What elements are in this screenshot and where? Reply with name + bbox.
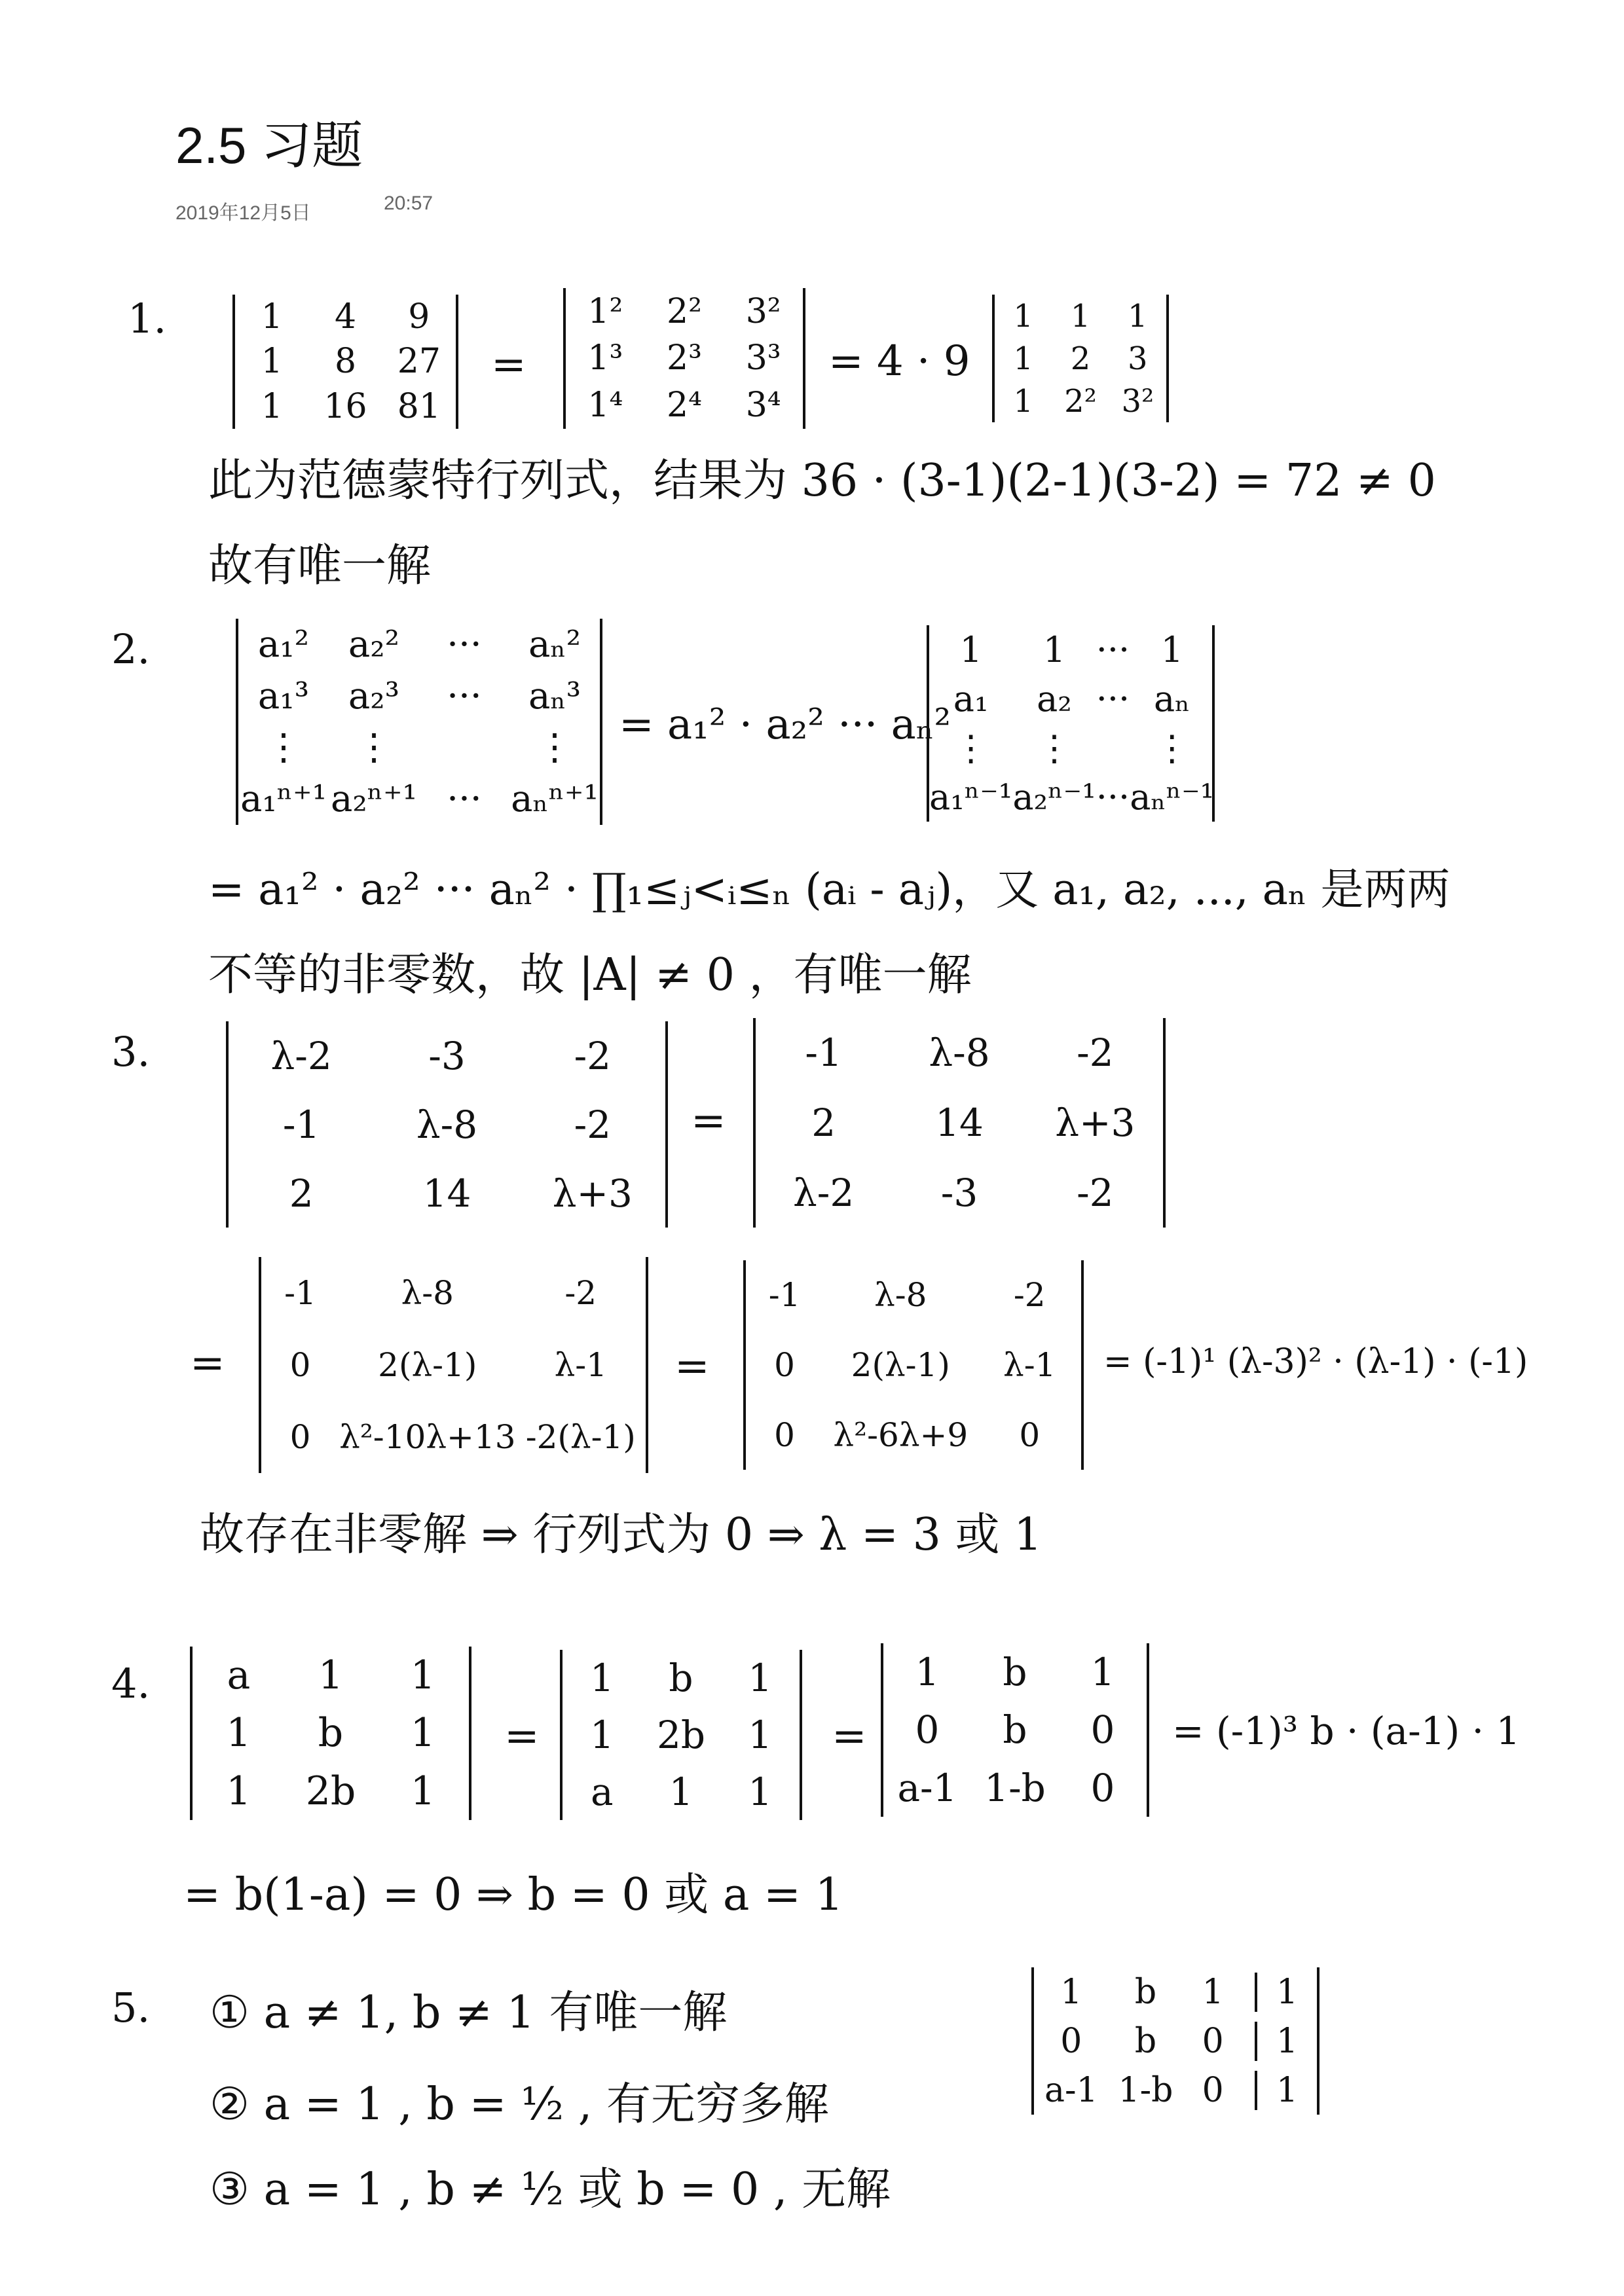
matrix-cell: a: [591, 1769, 614, 1814]
matrix-cell: b: [1134, 2021, 1157, 2061]
matrix-cell: ···: [1096, 629, 1130, 670]
matrix-cell: 2(λ-1): [851, 1345, 950, 1384]
matrix-cell: 0: [1090, 1707, 1115, 1753]
matrix-cell: 0: [289, 1346, 311, 1384]
p3-conclusion: 故存在非零解 ⇒ 行列式为 0 ⇒ λ = 3 或 1: [200, 1509, 1043, 1561]
problem-4-label: 4.: [111, 1660, 151, 1707]
matrix-cell: 2b: [656, 1712, 705, 1757]
matrix-cell: 1: [1276, 1972, 1299, 2012]
matrix-cell: λ+3: [552, 1171, 633, 1216]
matrix-cell: -2: [574, 1033, 612, 1078]
matrix-cell: 3: [1128, 340, 1148, 377]
matrix-cell: 1: [1276, 2070, 1299, 2110]
matrix-cell: λ²-10λ+13: [339, 1418, 516, 1456]
matrix-cell: -2: [1077, 1170, 1114, 1215]
matrix-cell: λ-1: [1003, 1345, 1056, 1384]
matrix-cell: 1: [959, 629, 982, 670]
matrix-cell: aₙⁿ⁻¹: [1130, 776, 1215, 818]
matrix-cell: -3: [940, 1170, 978, 1215]
p3-equals-2: =: [190, 1339, 225, 1387]
p2-conclusion-line1: = a₁² · a₂² ··· aₙ² · ∏₁≤ⱼ<ᵢ≤ₙ (aᵢ - aⱼ)，又 a₁, a₂, ..., aₙ 是两两: [208, 864, 1450, 915]
matrix-cell: ···: [1096, 678, 1130, 720]
problem-1-label: 1.: [128, 295, 167, 342]
matrix-cell: 81: [397, 386, 441, 426]
matrix-cell: 27: [397, 342, 441, 382]
p3-determinant-d: [743, 1260, 1084, 1470]
matrix-cell: aₙⁿ⁺¹: [511, 778, 599, 821]
matrix-cell: 9: [408, 297, 430, 337]
matrix-cell: -1: [768, 1276, 801, 1315]
p4-result: = (-1)³ b · (a-1) · 1: [1172, 1709, 1521, 1753]
p1-determinant-a: [232, 295, 458, 429]
matrix-cell: ···: [1096, 776, 1130, 818]
matrix-cell: a₂²: [348, 623, 400, 666]
matrix-cell: b: [1134, 1972, 1157, 2012]
matrix-cell: -1: [282, 1102, 320, 1147]
matrix-cell: 2²: [1064, 382, 1097, 420]
p3-equals-1: =: [691, 1097, 726, 1145]
matrix-cell: a₂ⁿ⁺¹: [330, 778, 418, 821]
matrix-cell: 1: [226, 1768, 251, 1814]
matrix-cell: 1: [669, 1769, 693, 1814]
matrix-cell: 8: [334, 342, 357, 382]
matrix-cell: a₁ⁿ⁺¹: [240, 778, 327, 821]
p4-determinant-c: [881, 1643, 1149, 1817]
matrix-cell: 1²: [587, 291, 623, 331]
matrix-cell: 1: [1013, 382, 1033, 420]
matrix-cell: b: [669, 1656, 693, 1701]
matrix-cell: 2: [811, 1100, 836, 1145]
matrix-cell: ···: [447, 778, 482, 821]
p4-determinant-a: [190, 1647, 471, 1820]
matrix-cell: ···: [447, 674, 482, 718]
p2-conclusion-line2: 不等的非零数，故 |A| ≠ 0 ，有唯一解: [208, 949, 972, 1001]
p1-equals: =: [491, 340, 526, 389]
p3-equals-3: =: [674, 1342, 710, 1391]
matrix-cell: b: [318, 1710, 344, 1757]
matrix-cell: b: [1003, 1707, 1027, 1753]
matrix-cell: 2²: [667, 291, 702, 331]
matrix-cell: λ-8: [929, 1030, 990, 1076]
matrix-cell: -2(λ-1): [525, 1418, 636, 1456]
p2-determinant-b: [927, 625, 1215, 822]
p1-factor: = 4 · 9: [828, 337, 970, 386]
p3-result: = (-1)¹ (λ-3)² · (λ-1) · (-1): [1103, 1342, 1528, 1381]
matrix-cell: 1: [589, 1712, 614, 1757]
matrix-cell: a₁: [953, 678, 989, 720]
matrix-cell: 0: [774, 1345, 795, 1384]
matrix-cell: 2(λ-1): [378, 1346, 477, 1384]
p5-augmented-matrix: [1031, 1967, 1320, 2115]
matrix-cell: 1: [1160, 629, 1183, 670]
problem-3-label: 3.: [111, 1028, 151, 1076]
matrix-cell: 1³: [587, 338, 623, 378]
matrix-cell: a-1: [897, 1765, 957, 1810]
p1-determinant-b: [563, 288, 805, 429]
matrix-cell: ⋮: [1154, 727, 1190, 769]
matrix-cell: 0: [915, 1707, 940, 1753]
matrix-cell: a: [227, 1652, 251, 1699]
p5-case-3: ③ a = 1 , b ≠ ½ 或 b = 0 , 无解: [210, 2164, 891, 2215]
matrix-cell: -3: [428, 1033, 466, 1078]
matrix-cell: ⋮: [953, 727, 989, 769]
matrix-cell: aₙ³: [528, 674, 581, 718]
matrix-cell: a₂³: [348, 674, 400, 718]
matrix-cell: a₁ⁿ⁻¹: [929, 776, 1013, 818]
matrix-cell: -2: [1013, 1276, 1046, 1315]
matrix-cell: 1-b: [1118, 2070, 1173, 2110]
note-time: 20:57: [384, 192, 434, 214]
matrix-cell: 1: [226, 1710, 251, 1757]
matrix-cell: -2: [574, 1102, 612, 1147]
matrix-cell: 1: [261, 297, 283, 337]
p2-determinant-a: [236, 619, 602, 825]
matrix-cell: a₁²: [257, 623, 310, 666]
matrix-cell: 3⁴: [745, 386, 781, 426]
p1-determinant-c: [992, 295, 1169, 422]
matrix-cell: 0: [1090, 1765, 1115, 1810]
matrix-cell: 14: [422, 1171, 471, 1216]
matrix-cell: λ-2: [793, 1170, 855, 1215]
p5-case-1: ① a ≠ 1, b ≠ 1 有唯一解: [210, 1987, 728, 2039]
matrix-cell: 2: [289, 1171, 314, 1216]
matrix-cell: λ²-6λ+9: [833, 1415, 969, 1454]
matrix-cell: -2: [564, 1274, 597, 1312]
p4-conclusion: = b(1-a) = 0 ⇒ b = 0 或 a = 1: [183, 1869, 843, 1921]
matrix-cell: λ-8: [874, 1276, 927, 1315]
matrix-cell: a₂ⁿ⁻¹: [1012, 776, 1096, 818]
matrix-cell: aₙ: [1153, 678, 1190, 720]
matrix-cell: a₁³: [257, 674, 310, 718]
p4-determinant-b: [560, 1650, 802, 1820]
matrix-cell: λ-8: [416, 1102, 478, 1147]
matrix-cell: 0: [1183, 2022, 1257, 2061]
matrix-cell: ⋮: [1037, 727, 1073, 769]
matrix-cell: a₂: [1037, 678, 1072, 720]
matrix-cell: 1: [1183, 1973, 1257, 2012]
p2-factor: = a₁² · a₂² ··· aₙ²: [619, 701, 951, 749]
matrix-cell: 0: [774, 1415, 795, 1454]
matrix-cell: λ-1: [554, 1346, 607, 1384]
matrix-cell: 1: [1060, 1972, 1082, 2012]
matrix-cell: ⋮: [265, 726, 302, 769]
matrix-cell: 1: [748, 1712, 773, 1757]
matrix-cell: 1: [410, 1652, 435, 1699]
matrix-cell: 1: [589, 1656, 614, 1701]
matrix-cell: 1: [1013, 340, 1033, 377]
matrix-cell: 14: [935, 1100, 984, 1145]
matrix-cell: 1: [1128, 297, 1148, 335]
p4-equals-2: =: [832, 1712, 867, 1760]
matrix-cell: 3³: [745, 338, 781, 378]
matrix-cell: 2b: [305, 1768, 356, 1814]
matrix-cell: 2⁴: [667, 386, 702, 426]
p1-conclusion-line2: 故有唯一解: [208, 540, 432, 592]
matrix-cell: ···: [447, 623, 482, 666]
matrix-cell: 1: [261, 342, 283, 382]
matrix-cell: λ+3: [1055, 1100, 1135, 1145]
matrix-cell: 1-b: [984, 1765, 1046, 1810]
p3-determinant-c: [259, 1257, 648, 1473]
matrix-cell: ⋮: [536, 726, 573, 769]
matrix-cell: 3²: [745, 291, 781, 331]
p1-conclusion-line1: 此为范德蒙特行列式，结果为 36 · (3-1)(2-1)(3-2) = 72 ≠ 0: [208, 455, 1436, 507]
matrix-cell: 1: [1090, 1650, 1115, 1695]
matrix-cell: 0: [1060, 2021, 1082, 2061]
p3-determinant-a: [226, 1021, 668, 1228]
matrix-cell: 0: [1183, 2071, 1257, 2110]
p4-equals-1: =: [504, 1712, 540, 1760]
matrix-cell: 4: [334, 297, 357, 337]
matrix-cell: 1: [1043, 629, 1066, 670]
matrix-cell: aₙ²: [528, 623, 581, 666]
matrix-cell: 1: [318, 1652, 344, 1699]
matrix-cell: 0: [1019, 1415, 1041, 1454]
matrix-cell: 1: [915, 1650, 940, 1695]
matrix-cell: 0: [289, 1418, 311, 1456]
matrix-cell: 1: [1070, 297, 1091, 335]
matrix-cell: 1: [410, 1710, 435, 1757]
matrix-cell: 1⁴: [587, 386, 623, 426]
matrix-cell: 1: [410, 1768, 435, 1814]
matrix-cell: 2³: [667, 338, 702, 378]
p3-determinant-b: [753, 1018, 1166, 1228]
matrix-cell: 3²: [1121, 382, 1154, 420]
note-date: 2019年12月5日: [175, 202, 311, 224]
p5-case-2: ② a = 1 , b = ½ , 有无穷多解: [210, 2079, 829, 2130]
matrix-cell: λ-8: [401, 1274, 454, 1312]
page-title: 2.5 习题: [175, 117, 363, 174]
problem-5-label: 5.: [111, 1984, 151, 2032]
problem-2-label: 2.: [111, 625, 151, 673]
matrix-cell: ⋮: [356, 726, 392, 769]
matrix-cell: 1: [1013, 297, 1033, 335]
matrix-cell: a-1: [1044, 2070, 1098, 2110]
matrix-cell: 1: [748, 1769, 773, 1814]
matrix-cell: -1: [284, 1274, 316, 1312]
matrix-cell: 1: [261, 386, 283, 426]
matrix-cell: 1: [1276, 2021, 1299, 2061]
matrix-cell: b: [1003, 1650, 1027, 1695]
matrix-cell: 2: [1070, 340, 1091, 377]
matrix-cell: 16: [323, 386, 367, 426]
matrix-cell: -1: [805, 1030, 842, 1076]
matrix-cell: λ-2: [270, 1033, 332, 1078]
matrix-cell: -2: [1077, 1030, 1114, 1076]
matrix-cell: 1: [748, 1656, 773, 1701]
